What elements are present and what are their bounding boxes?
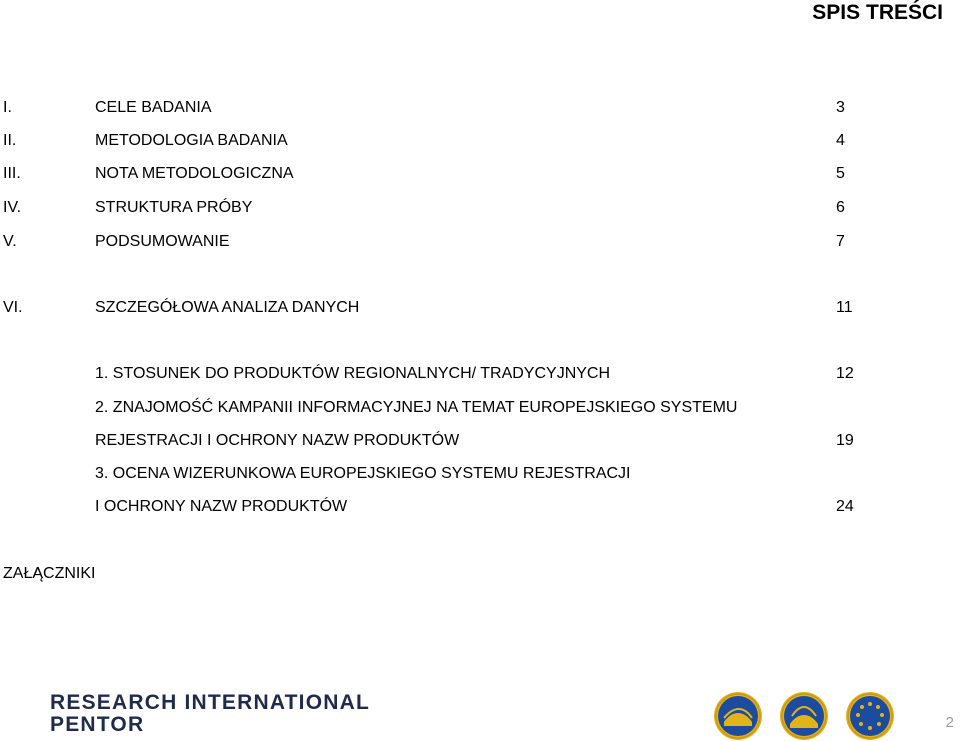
toc-number: VI. xyxy=(3,299,23,316)
toc-annexes-row[interactable] xyxy=(0,563,960,585)
toc-sublabel: 1. STOSUNEK DO PRODUKTÓW REGIONALNYCH/ TRADYCYJNYCH xyxy=(95,365,611,382)
toc-page: 19 xyxy=(836,432,854,449)
toc-label: PODSUMOWANIE xyxy=(95,233,230,250)
toc-subrow-3a[interactable] xyxy=(0,463,960,485)
toc-page: 5 xyxy=(836,165,845,182)
toc-number: II. xyxy=(3,132,17,149)
toc-subrow-2a[interactable] xyxy=(0,397,960,419)
toc-sublabel-continued: I OCHRONY NAZW PRODUKTÓW xyxy=(95,498,348,515)
tsg-seal-icon xyxy=(846,692,894,740)
toc-row-3[interactable] xyxy=(0,163,960,185)
pgi-seal-icon xyxy=(780,692,828,740)
toc-row-5[interactable] xyxy=(0,231,960,253)
toc-number: III. xyxy=(3,165,21,182)
toc-annexes-label: ZAŁĄCZNIKI xyxy=(3,565,96,582)
toc-subrow-3b[interactable] xyxy=(0,496,960,518)
toc-subrow-2b[interactable] xyxy=(0,430,960,452)
toc-sublabel: 2. ZNAJOMOŚĆ KAMPANII INFORMACYJNEJ NA TEMAT EUROPEJSKIEGO SYSTEMU xyxy=(95,399,738,416)
company-logo xyxy=(50,692,370,736)
logo-line-1: RESEARCH INTERNATIONAL xyxy=(50,691,371,714)
toc-label: SZCZEGÓŁOWA ANALIZA DANYCH xyxy=(95,299,360,316)
toc-page: 11 xyxy=(836,299,853,316)
toc-page: 3 xyxy=(836,99,845,116)
toc-page: 6 xyxy=(836,199,845,216)
toc-sublabel: 3. OCENA WIZERUNKOWA EUROPEJSKIEGO SYSTEMU REJESTRACJI xyxy=(95,465,631,482)
toc-label: METODOLOGIA BADANIA xyxy=(95,132,288,149)
toc-row-2[interactable] xyxy=(0,130,960,152)
toc-number: IV. xyxy=(3,199,22,216)
toc-row-1[interactable] xyxy=(0,97,960,119)
toc-subrow-1[interactable] xyxy=(0,363,960,385)
page-number: 2 xyxy=(945,714,954,731)
logo-line-2: PENTOR xyxy=(50,713,145,736)
toc-number: I. xyxy=(3,99,12,116)
eu-quality-seals xyxy=(712,690,902,740)
toc-page: 7 xyxy=(836,233,845,250)
toc-label: STRUKTURA PRÓBY xyxy=(95,199,253,216)
toc-number: V. xyxy=(3,233,17,250)
toc-row-6[interactable] xyxy=(0,297,960,319)
page-title: SPIS TREŚCI xyxy=(812,1,943,24)
toc-page: 12 xyxy=(836,365,854,382)
toc-page: 24 xyxy=(836,498,854,515)
toc-label: NOTA METODOLOGICZNA xyxy=(95,165,294,182)
pdo-seal-icon xyxy=(714,692,762,740)
toc-page: 4 xyxy=(836,132,845,149)
toc-sublabel-continued: REJESTRACJI I OCHRONY NAZW PRODUKTÓW xyxy=(95,432,460,449)
toc-label: CELE BADANIA xyxy=(95,99,212,116)
toc-row-4[interactable] xyxy=(0,197,960,219)
